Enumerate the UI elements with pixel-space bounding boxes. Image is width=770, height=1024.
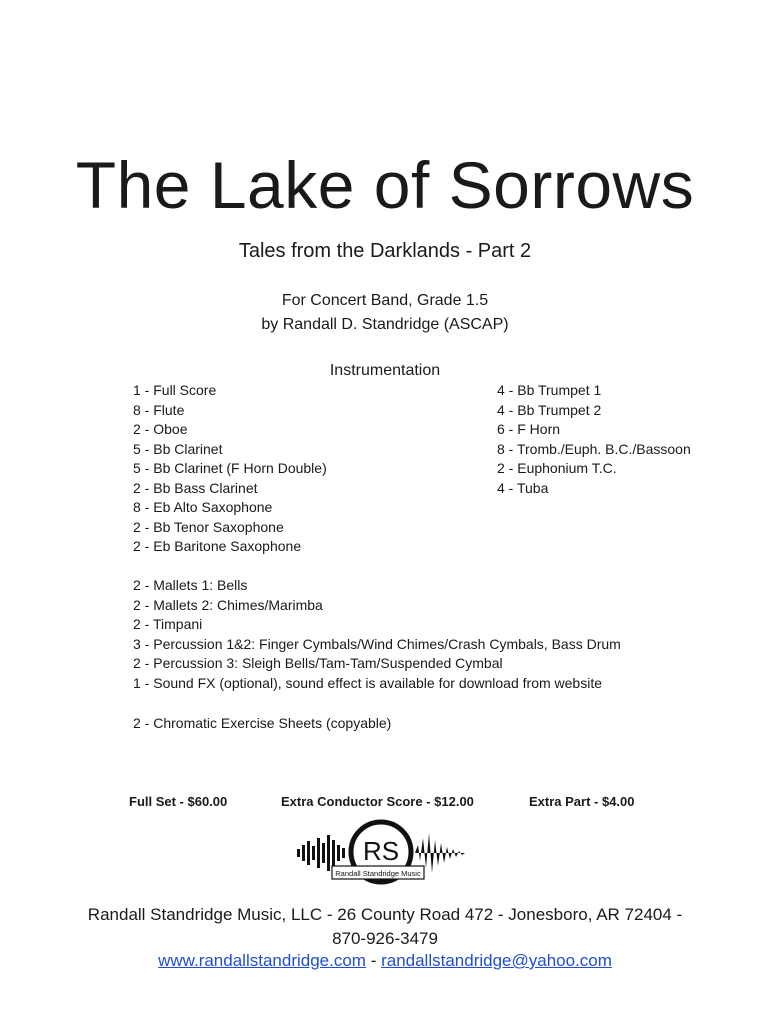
list-item: 2 - Percussion 3: Sleigh Bells/Tam-Tam/Suspended Cymbal [133, 655, 503, 671]
instrument-list-left [133, 381, 327, 557]
list-item: 4 - Bb Trumpet 1 [497, 382, 602, 398]
link-separator: - [365, 951, 382, 970]
price-extra-part: Extra Part - $4.00 [529, 794, 635, 809]
list-item: 1 - Full Score [133, 382, 217, 398]
list-item: 3 - Percussion 1&2: Finger Cymbals/Wind Chimes/Crash Cymbals, Bass Drum [133, 635, 621, 652]
ensemble-grade: For Concert Band, Grade 1.5 [281, 292, 489, 309]
list-item: 8 - Eb Alto Saxophone [133, 499, 273, 515]
instrument-list-right [497, 381, 691, 498]
list-item: 2 - Bb Bass Clarinet [133, 479, 258, 496]
list-item: 5 - Bb Clarinet [133, 440, 223, 457]
list-item: 5 - Bb Clarinet (F Horn Double) [133, 460, 327, 476]
list-item: 2 - Mallets 2: Chimes/Marimba [133, 596, 323, 613]
list-item: 2 - Euphonium T.C. [497, 460, 617, 476]
list-item: 8 - Tromb./Euph. B.C./Bassoon [497, 440, 691, 457]
list-item: 1 - Sound FX (optional), sound effect is available for download from website [133, 674, 602, 691]
list-item: 4 - Tuba [497, 479, 549, 496]
publisher-address: Randall Standridge Music, LLC - 26 County Road 472 - Jonesboro, AR 72404 - [87, 905, 683, 924]
exercise-sheets: 2 - Chromatic Exercise Sheets (copyable) [133, 715, 392, 731]
price-full-set: Full Set - $60.00 [129, 794, 228, 809]
list-item: 2 - Bb Tenor Saxophone [133, 518, 284, 535]
email-link[interactable]: randallstandridge@yahoo.com [381, 951, 612, 970]
publisher-phone: 870-926-3479 [332, 929, 438, 948]
price-conductor-score: Extra Conductor Score - $12.00 [281, 794, 474, 809]
publisher-links [0, 949, 770, 973]
list-item: 2 - Eb Baritone Saxophone [133, 538, 302, 554]
list-item: 4 - Bb Trumpet 2 [497, 401, 602, 418]
list-item: 2 - Oboe [133, 421, 188, 437]
logo-initials: RS [362, 836, 400, 866]
composer: by Randall D. Standridge (ASCAP) [261, 316, 509, 333]
list-item: 8 - Flute [133, 401, 185, 418]
list-item: 6 - F Horn [497, 421, 561, 437]
page-title: The Lake of Sorrows [75, 148, 695, 222]
publisher-logo [295, 818, 470, 888]
subtitle: Tales from the Darklands - Part 2 [238, 240, 532, 262]
instrumentation-heading: Instrumentation [329, 362, 441, 379]
list-item: 2 - Mallets 1: Bells [133, 577, 248, 593]
list-item: 2 - Timpani [133, 616, 203, 632]
website-link[interactable]: www.randallstandridge.com [158, 951, 366, 970]
logo-banner-text: Randall Standridge Music [335, 869, 421, 878]
percussion-list [133, 576, 621, 693]
